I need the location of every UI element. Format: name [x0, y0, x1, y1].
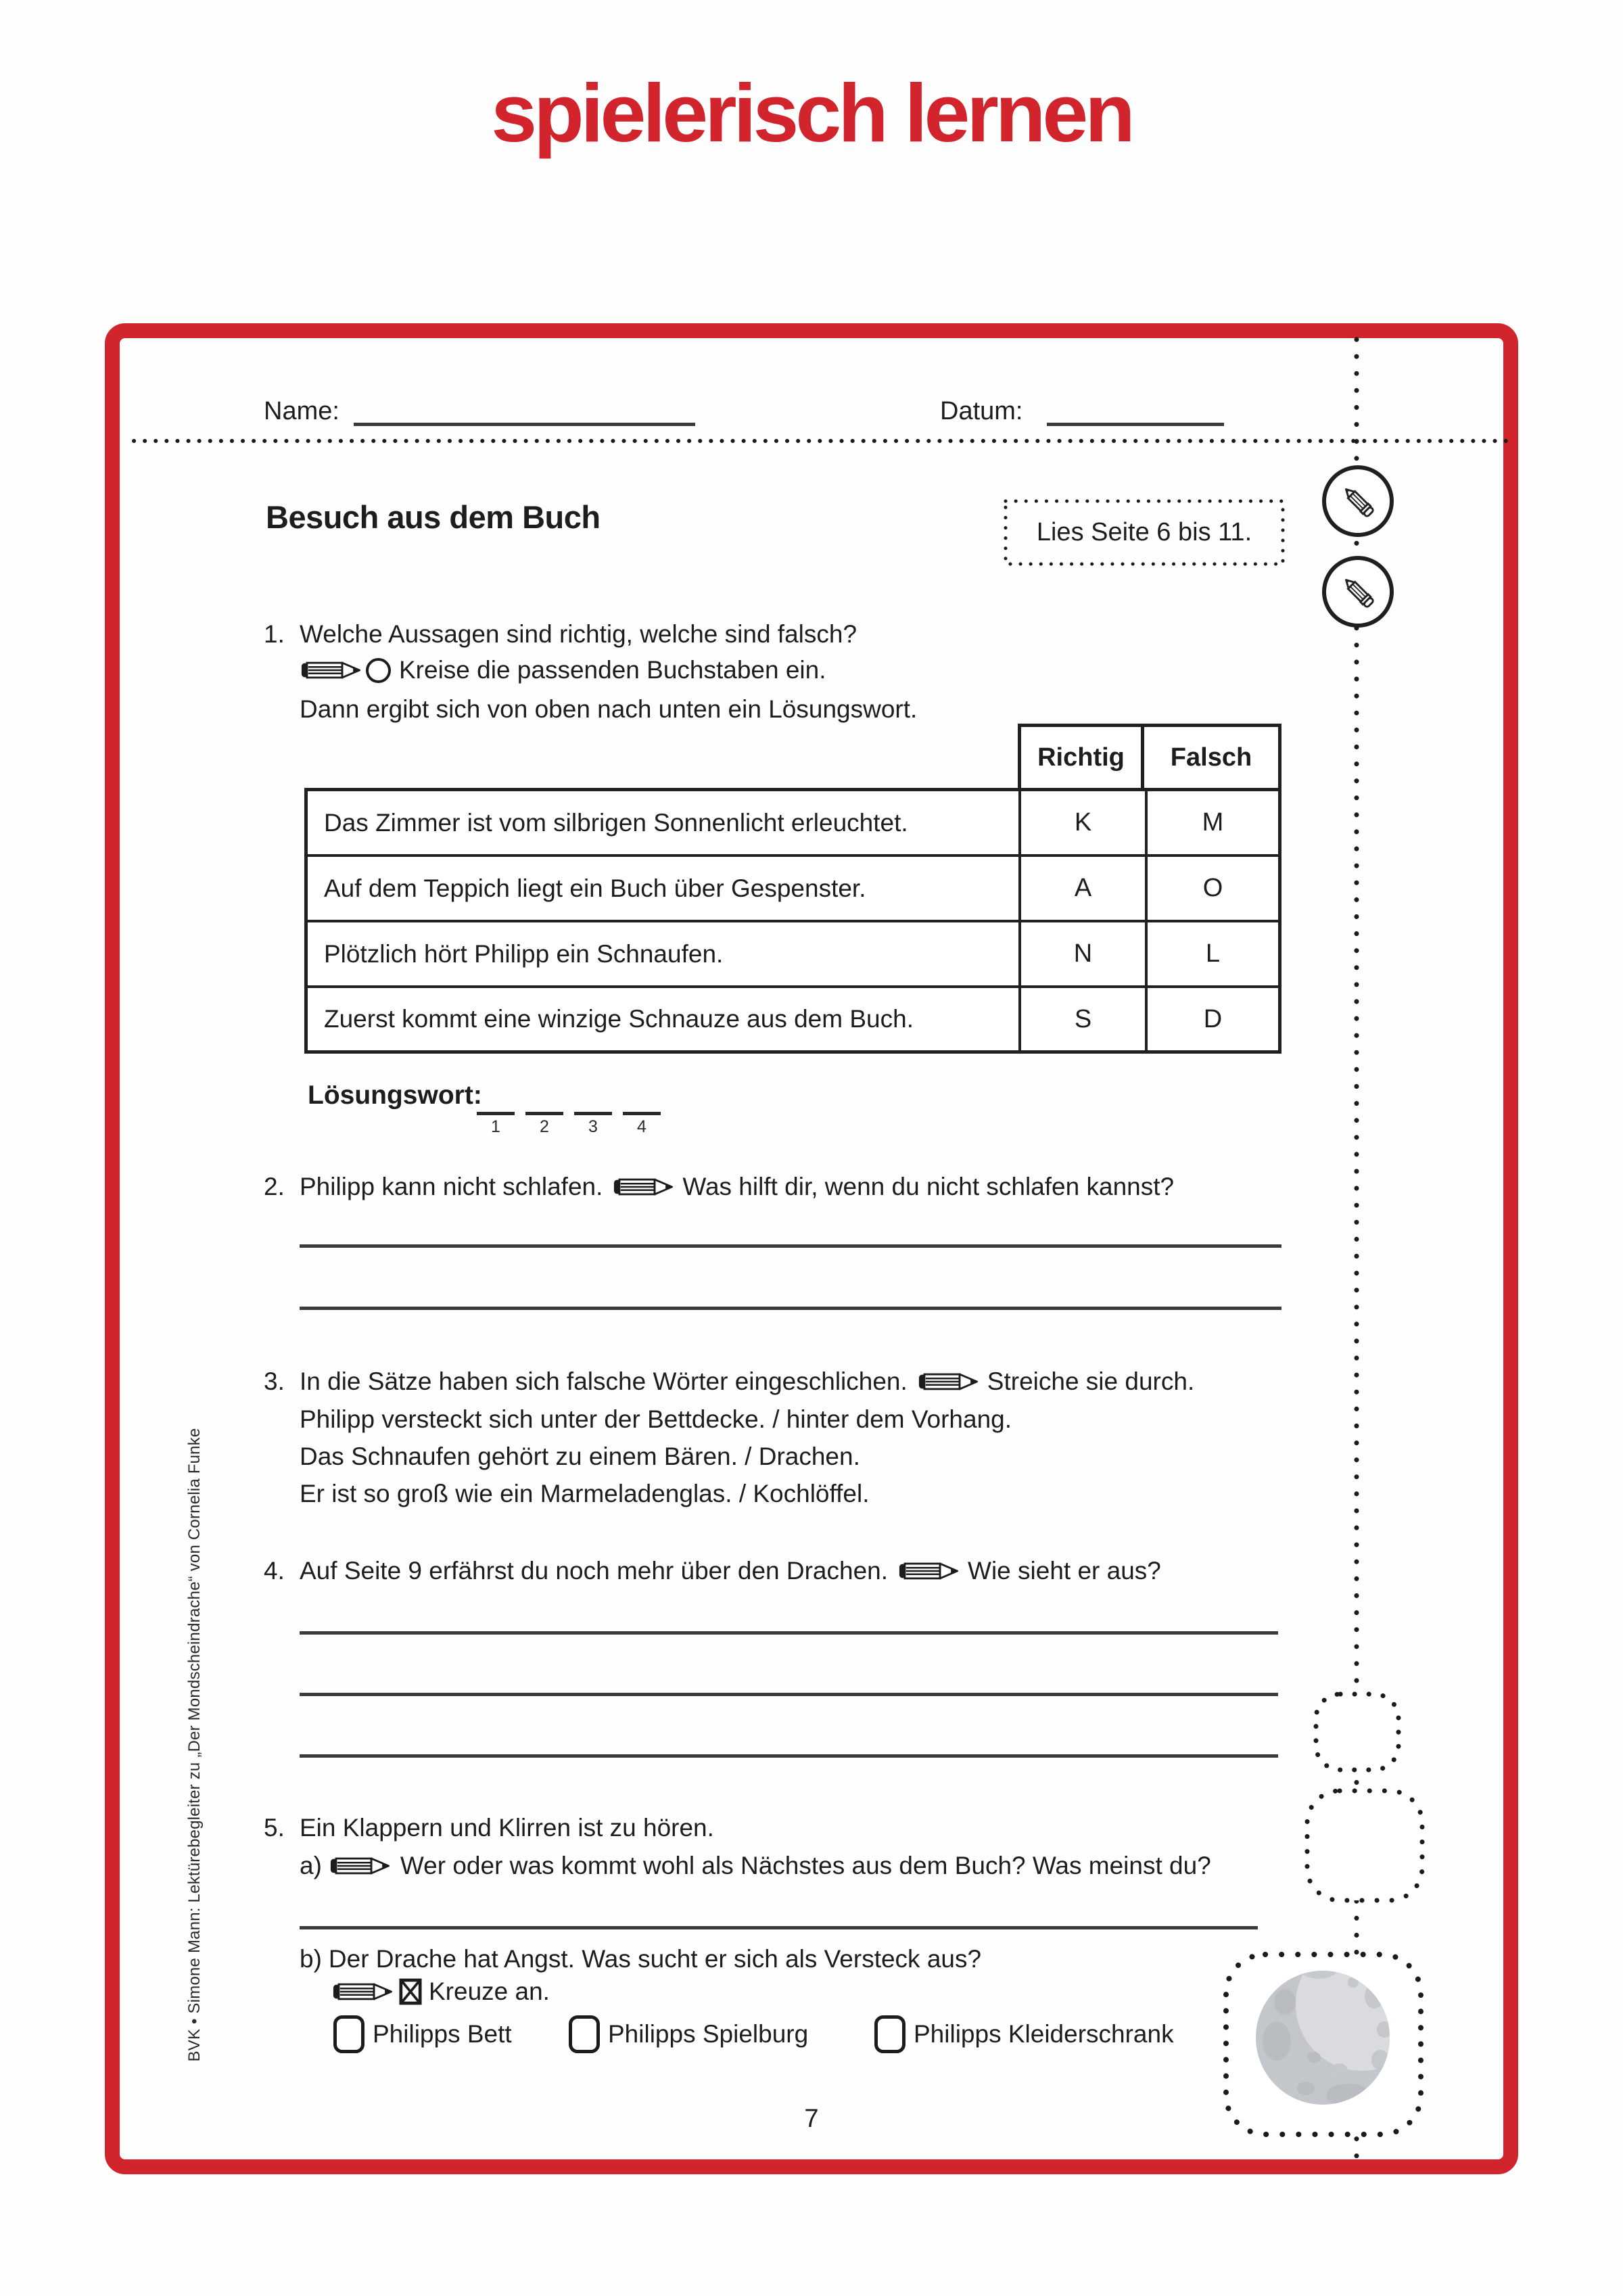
blank-number: 2: [540, 1117, 549, 1136]
pencil-icon: [1336, 569, 1380, 614]
strike-sentence[interactable]: Philipp versteckt sich unter der Bettdecke. / hinter dem Vorhang.: [300, 1405, 1012, 1433]
worksheet-title: Besuch aus dem Buch: [266, 499, 601, 535]
question-prompt: Was hilft dir, wenn du nicht schlafen kannst?: [682, 1173, 1175, 1200]
answer-line[interactable]: [300, 1631, 1278, 1635]
strike-sentence[interactable]: Das Schnaufen gehört zu einem Bären. / Drachen.: [300, 1443, 860, 1470]
table-row: [308, 922, 1278, 988]
checkbox[interactable]: [569, 2015, 600, 2053]
statement-cell: Auf dem Teppich liegt ein Buch über Gespenster.: [308, 857, 1021, 920]
pencil-icon: [897, 1559, 960, 1583]
richtig-letter[interactable]: N: [1021, 922, 1148, 985]
falsch-letter[interactable]: D: [1203, 1004, 1223, 1033]
datum-label: Datum:: [940, 397, 1023, 425]
question-text: Philipp kann nicht schlafen.: [300, 1173, 603, 1200]
table-header: [1018, 724, 1281, 788]
question-text: In die Sätze haben sich falsche Wörter eingeschlichen.: [300, 1367, 908, 1395]
table-header-richtig: Richtig: [1018, 724, 1144, 788]
question-1: [264, 619, 857, 650]
statement-cell: Zuerst kommt eine winzige Schnauze aus dem Buch.: [308, 988, 1021, 1050]
richtig-letter[interactable]: S: [1021, 988, 1148, 1050]
question-text: Auf Seite 9 erfährst du noch mehr über den Drachen.: [300, 1557, 889, 1585]
solution-blank[interactable]: [574, 1090, 612, 1137]
pencil-icon: [612, 1175, 674, 1199]
statements-table: [304, 788, 1281, 1054]
read-hint: Lies Seite 6 bis 11.: [1036, 518, 1252, 546]
page-title: spielerisch lernen: [491, 67, 1132, 159]
instruction-text: Kreise die passenden Buchstaben ein.: [399, 656, 826, 684]
pencil-badge-2: [1322, 556, 1394, 628]
name-label: Name:: [264, 397, 339, 425]
answer-line[interactable]: [300, 1244, 1281, 1248]
page-number: 7: [804, 2105, 819, 2133]
question-number: 5.: [264, 1814, 285, 1842]
table-row: [308, 857, 1278, 922]
question-4: [264, 1555, 1161, 1587]
question-5a: [300, 1850, 1211, 1881]
statement-cell: Das Zimmer ist vom silbrigen Sonnenlicht erleuchtet.: [308, 791, 1021, 854]
pencil-badge-1: [1322, 465, 1394, 537]
solution-word-blanks: [477, 1090, 661, 1137]
instruction-text: Kreuze an.: [429, 1977, 550, 2005]
option-label: Philipps Bett: [373, 2019, 512, 2048]
question-prompt: Wie sieht er aus?: [968, 1557, 1161, 1585]
datum-field-line[interactable]: [1047, 423, 1224, 426]
statement-cell: Plötzlich hört Philipp ein Schnaufen.: [308, 922, 1021, 985]
sub-question-label: b): [300, 1945, 322, 1973]
pencil-icon: [300, 658, 362, 682]
question-text: Welche Aussagen sind richtig, welche sind falsch?: [300, 620, 857, 648]
strike-sentence[interactable]: Er ist so groß wie ein Marmeladenglas. / Kochlöffel.: [300, 1480, 870, 1507]
answer-line[interactable]: [300, 1754, 1278, 1758]
option-philipps-spielburg: [569, 2015, 808, 2053]
crossed-checkbox-icon: [399, 1978, 422, 2005]
question-number: 3.: [264, 1367, 285, 1395]
richtig-letter[interactable]: K: [1021, 791, 1148, 854]
answer-line[interactable]: [300, 1693, 1278, 1696]
blank-number: 3: [588, 1117, 598, 1136]
question-5b: [300, 1944, 981, 1975]
solution-word-label: Lösungswort:: [308, 1081, 482, 1110]
question-5: [264, 1812, 714, 1844]
checkbox[interactable]: [874, 2015, 905, 2053]
option-philipps-bett: [333, 2015, 512, 2053]
pencil-icon: [1336, 479, 1380, 523]
option-label: Philipps Spielburg: [608, 2019, 809, 2048]
pencil-icon: [917, 1369, 979, 1394]
question-3: [264, 1366, 1194, 1397]
answer-line[interactable]: [300, 1926, 1258, 1929]
checkbox[interactable]: [333, 2015, 364, 2053]
question-1-instruction: [300, 655, 826, 686]
question-2: [264, 1171, 1174, 1202]
solution-blank[interactable]: [477, 1090, 515, 1137]
table-header-falsch: Falsch: [1144, 724, 1281, 788]
sub-question-label: a): [300, 1852, 322, 1879]
falsch-letter[interactable]: M: [1202, 808, 1224, 837]
option-philipps-kleiderschrank: [874, 2015, 1174, 2053]
question-number: 1.: [264, 620, 285, 648]
falsch-letter[interactable]: O: [1202, 874, 1223, 902]
table-row: [308, 988, 1278, 1050]
solution-blank[interactable]: [623, 1090, 661, 1137]
question-text: Ein Klappern und Klirren ist zu hören.: [300, 1814, 714, 1842]
answer-line[interactable]: [300, 1307, 1281, 1310]
pencil-icon: [331, 1979, 394, 2004]
question-5b-instruction: [331, 1976, 550, 2007]
table-row: [308, 791, 1278, 857]
richtig-letter[interactable]: A: [1021, 857, 1148, 920]
question-1-hint: Dann ergibt sich von oben nach unten ein Lösungswort.: [300, 695, 918, 723]
question-number: 4.: [264, 1557, 285, 1585]
worksheet-frame: [105, 323, 1518, 2174]
question-text: Der Drache hat Angst. Was sucht er sich als Versteck aus?: [328, 1945, 982, 1973]
solution-blank[interactable]: [525, 1090, 563, 1137]
question-number: 2.: [264, 1173, 285, 1200]
blank-number: 1: [491, 1117, 500, 1136]
question-prompt: Wer oder was kommt wohl als Nächstes aus dem Buch? Was meinst du?: [400, 1852, 1211, 1879]
copyright-vertical-text: BVK • Simone Mann: Lektürebegleiter zu „Der Mondscheindrache“ von Cornelia Funke: [185, 1428, 204, 2062]
blank-number: 4: [637, 1117, 646, 1136]
instruction-text: Streiche sie durch.: [987, 1367, 1195, 1395]
circle-outline-icon: [366, 658, 391, 683]
falsch-letter[interactable]: L: [1205, 939, 1221, 968]
option-label: Philipps Kleiderschrank: [914, 2019, 1174, 2048]
name-field-line[interactable]: [354, 423, 695, 426]
pencil-icon: [329, 1854, 391, 1878]
